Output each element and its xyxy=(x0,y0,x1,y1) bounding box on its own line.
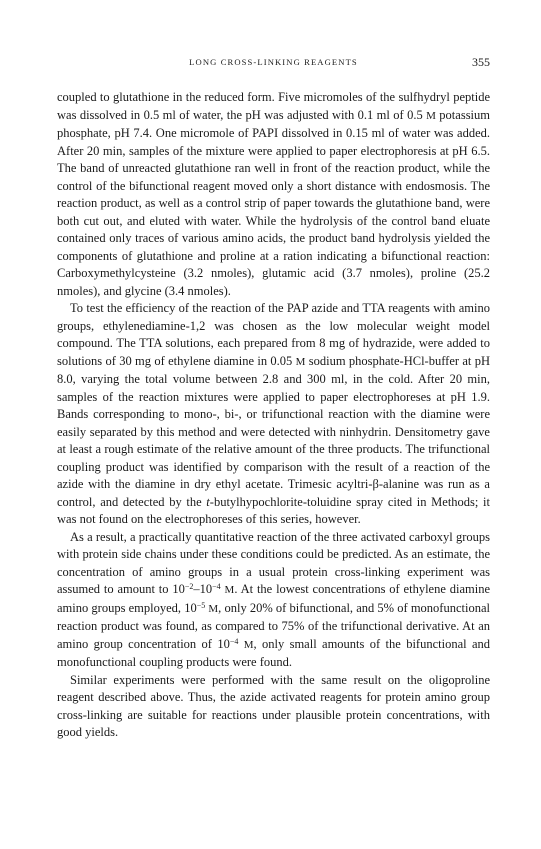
molar-unit: M xyxy=(243,638,254,651)
paragraph-text: , only 20% of bifunctional, and 5% of monofunctional reaction product was found, as compared to 75% of the trifunctional derivative. At an amino group concentration of 10 xyxy=(57,600,490,651)
paragraph-text: -butylhypochlorite-toluidine spray cited in Methods; it was not found on the electrophoreses of this series, however. xyxy=(57,494,490,526)
superscript-exponent: −5 xyxy=(196,600,206,610)
paragraph-p1 xyxy=(57,89,490,300)
paragraph-text: , only small amounts of the bifunctional and monofunctional coupling products were found. xyxy=(57,636,491,669)
italic-text: t xyxy=(206,494,210,509)
paragraph-text: As a result, a practically quantitative reaction of the three activated carboxyl groups with protein side chains under these conditions could be predicted. As an estimate, the concentration of amino groups in a usual protein cross-linking experiment was assumed to amount to 10 xyxy=(57,529,490,596)
paragraph-text: To test the efficiency of the reaction of the PAP azide and TTA reagents with amino groups, ethylenediamine-1,2 was chosen as the low molecular weight model compound. The TTA solutions, each prepared from 8 mg of hydrazide, were added to solutions of 30 mg of ethylene diamine in 0.05 xyxy=(57,301,490,368)
molar-unit: M xyxy=(224,584,235,596)
molar-unit: M xyxy=(426,109,436,122)
superscript-exponent: −4 xyxy=(212,582,221,591)
paragraph-p4 xyxy=(57,672,490,742)
page-number: 355 xyxy=(472,55,490,69)
molar-unit: M xyxy=(295,355,306,368)
running-head xyxy=(57,55,490,75)
paragraph-p2 xyxy=(57,300,490,529)
paragraph-text: Similar experiments were performed with the same result on the oligoproline reagent described above. Thus, the azide activated reagents for protein amino group cross-linking are suitable for reactions under plausible protein concentrations, with good yields. xyxy=(57,672,490,739)
paragraph-text: –10 xyxy=(193,582,213,596)
journal-page xyxy=(57,55,490,742)
running-title: LONG CROSS-LINKING REAGENTS xyxy=(189,57,358,67)
paragraph-text: coupled to glutathione in the reduced form. Five micromoles of the sulfhydryl peptide was dissolved in 0.5 ml of water, the pH was adjusted with 0.1 ml of 0.5 xyxy=(57,90,490,122)
superscript-exponent: −4 xyxy=(229,636,239,646)
body-text xyxy=(57,89,490,742)
molar-unit: M xyxy=(208,602,219,615)
paragraph-p3 xyxy=(57,529,490,672)
superscript-exponent: −2 xyxy=(184,582,194,591)
paragraph-text: sodium phosphate-HCl-buffer at pH 8.0, varying the total volume between 2.8 and 300 ml, in the cold. After 20 min, samples of the reaction mixtures were applied to paper electrophoreses at pH 1.9. Bands corresponding to mono-, bi-, or trifunctional reaction with the diamine were easily separated by this method and were detected with ninhydrin. Densitometry gave at least a rough estimate of the relative amount of the three products. The trifunctional coupling product was identified by comparison with the result of a reaction of the azide with the diamine in dry ethyl acetate. Trimesic acyltri-β-alanine was run as a control, and detected by the xyxy=(57,353,490,509)
paragraph-text: . At the lowest concentrations of ethylene diamine amino groups employed, 10 xyxy=(57,582,491,615)
paragraph-text: potassium phosphate, pH 7.4. One micromole of PAPI dissolved in 0.15 ml of water was added. After 20 min, samples of the mixture were applied to paper electrophoresis at pH 6.5. The band of unreacted glutathione ran well in front of the reaction product, while the control of the bifunctional reagent moved only a short distance with endosmosis. The reaction product, as well as a control strip of paper towards the glutathione band, were both cut out, and eluted with water. While the hydrolysis of the control band eluate contained only traces of various amino acids, the product band hydrolysis yielded the components of glutathione and proline at a ration indicating a bifunctional reaction: Carboxymethylcysteine (3.2 nmoles), glutamic acid (3.7 nmoles), proline (25.2 nmoles), and glycine (3.4 nmoles). xyxy=(57,107,491,298)
